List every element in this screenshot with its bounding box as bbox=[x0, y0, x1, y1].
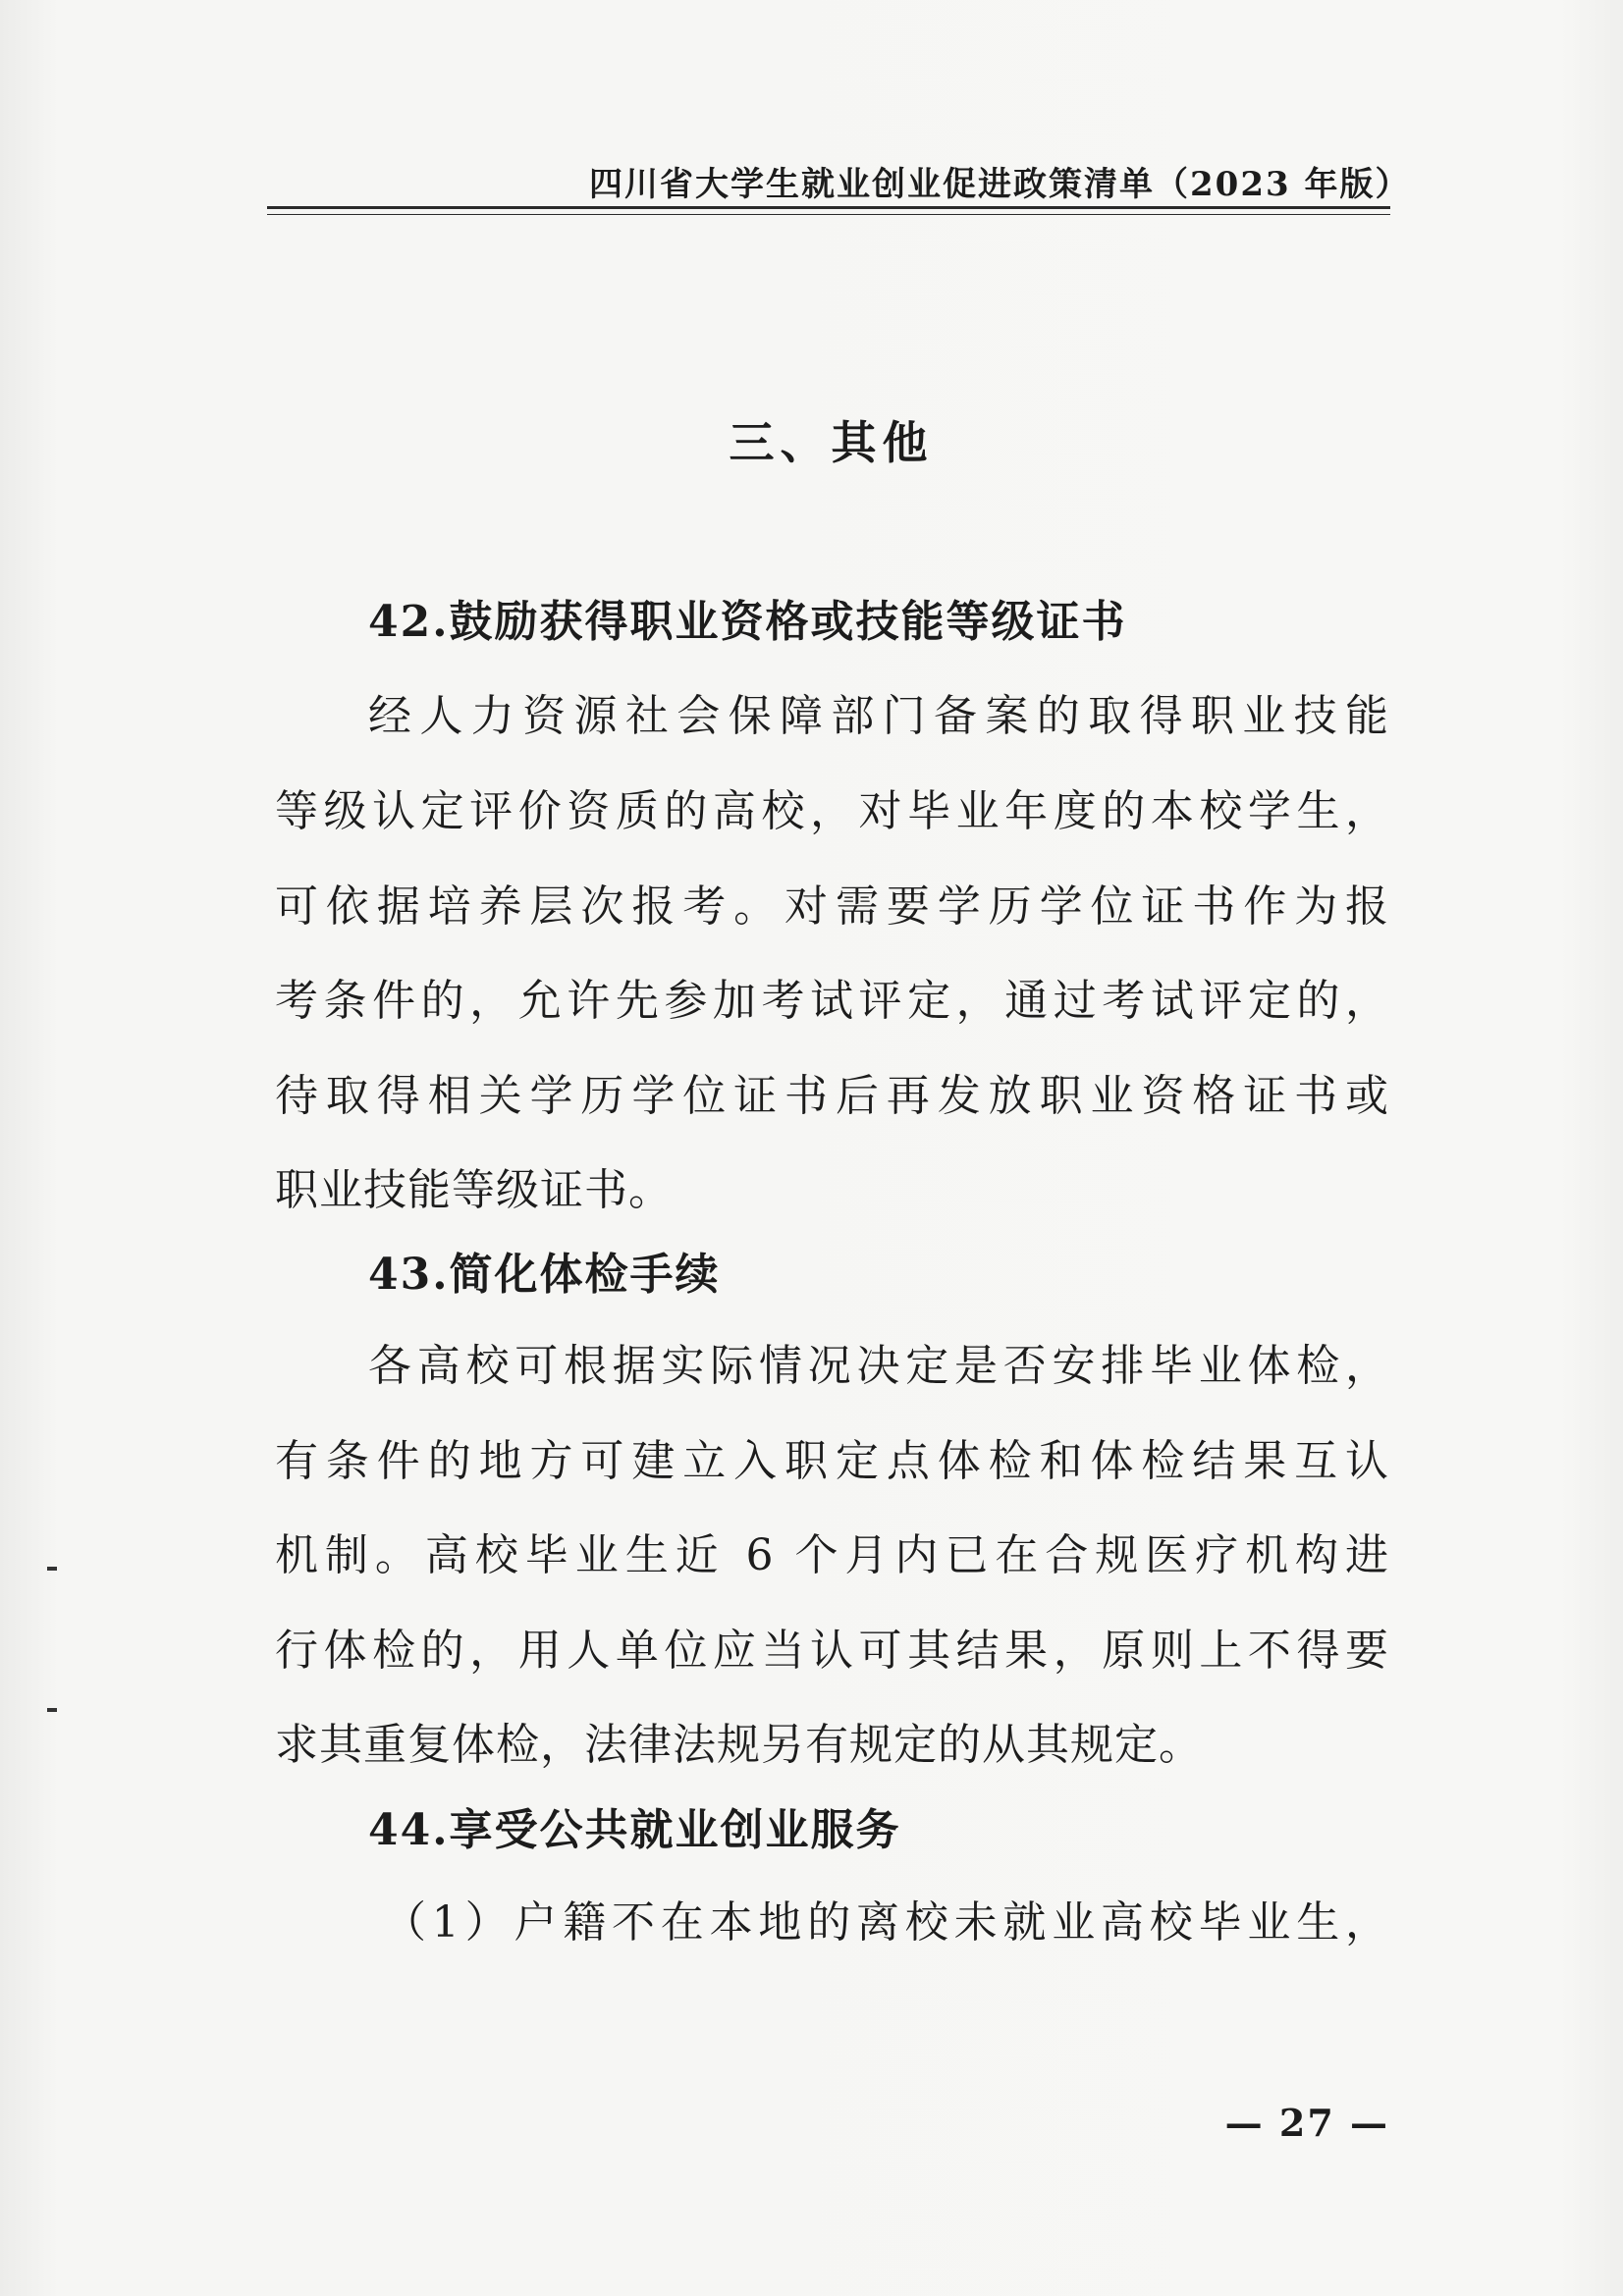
paragraph-line: 职业技能等级证书。 bbox=[275, 1165, 673, 1215]
header-rule bbox=[267, 206, 1390, 215]
paragraph-line: 考条件的，允许先参加考试评定，通过考试评定的， bbox=[275, 976, 1389, 1026]
paragraph-line: 可依据培养层次报考。对需要学历学位证书作为报 bbox=[275, 881, 1389, 932]
paragraph-line: 待取得相关学历学位证书后再发放职业资格证书或 bbox=[275, 1071, 1389, 1121]
paragraph-line: 经人力资源社会保障部门备案的取得职业技能 bbox=[368, 691, 1389, 741]
paragraph-line: （1）户籍不在本地的离校未就业高校毕业生， bbox=[383, 1897, 1389, 1948]
running-header: 四川省大学生就业创业促进政策清单（2023 年版） bbox=[589, 165, 1411, 204]
paragraph-line: 各高校可根据实际情况决定是否安排毕业体检， bbox=[368, 1341, 1389, 1391]
paragraph-line: 行体检的，用人单位应当认可其结果，原则上不得要 bbox=[275, 1626, 1389, 1676]
paragraph-line: 机制。高校毕业生近 6 个月内已在合规医疗机构进 bbox=[275, 1530, 1389, 1580]
scan-artifact bbox=[47, 1708, 57, 1712]
item-heading-44: 44.享受公共就业创业服务 bbox=[368, 1805, 901, 1855]
scan-artifact bbox=[47, 1567, 57, 1571]
page-number: — 27 — bbox=[1224, 2101, 1389, 2145]
item-heading-42: 42.鼓励获得职业资格或技能等级证书 bbox=[368, 597, 1127, 647]
paragraph-line: 求其重复体检，法律法规另有规定的从其规定。 bbox=[275, 1720, 1203, 1770]
item-heading-43: 43.简化体检手续 bbox=[368, 1250, 721, 1300]
section-title: 三、其他 bbox=[729, 416, 934, 469]
paragraph-line: 等级认定评价资质的高校，对毕业年度的本校学生， bbox=[275, 786, 1389, 836]
paragraph-line: 有条件的地方可建立入职定点体检和体检结果互认 bbox=[275, 1436, 1389, 1486]
